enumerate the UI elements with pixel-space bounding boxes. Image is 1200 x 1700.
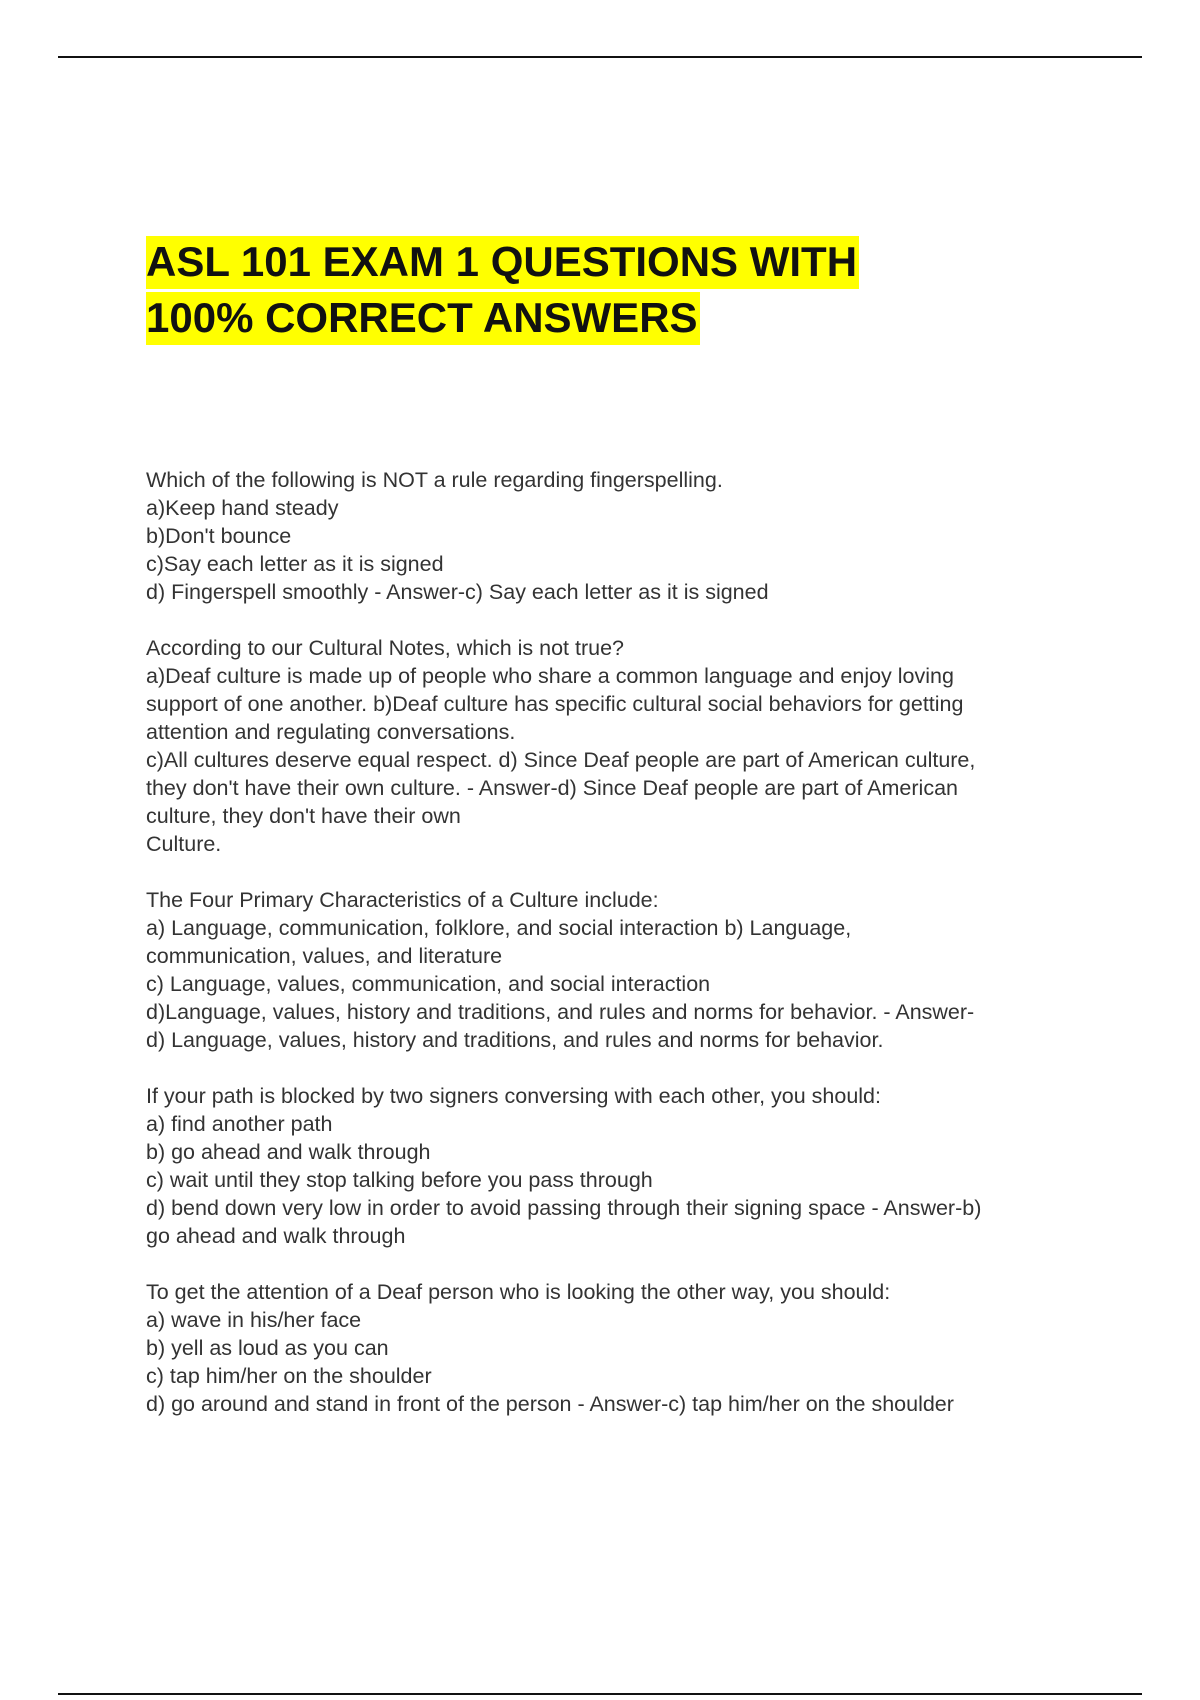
question-block-culture-characteristics [146, 886, 1096, 1054]
question-block-getting-attention [146, 1278, 1096, 1418]
question-list [146, 466, 1096, 1446]
answer-option: b) go ahead and walk through [146, 1140, 431, 1164]
document-title-line-1: ASL 101 EXAM 1 QUESTIONS WITH [146, 236, 859, 289]
answer-option: a) find another path [146, 1112, 333, 1136]
question-text: If your path is blocked by two signers conversing with each other, you should: [146, 1084, 881, 1108]
question-text: Which of the following is NOT a rule regarding fingerspelling. [146, 468, 723, 492]
answer-option: a)Deaf culture is made up of people who share a common language and enjoy loving [146, 664, 954, 688]
question-text: To get the attention of a Deaf person who is looking the other way, you should: [146, 1280, 891, 1304]
answer-option: c) tap him/her on the shoulder [146, 1364, 432, 1388]
answer-option-with-answer: d)Language, values, history and traditions, and rules and norms for behavior. - Answer- [146, 1000, 975, 1024]
answer-text: culture, they don't have their own [146, 804, 461, 828]
answer-option: a)Keep hand steady [146, 496, 339, 520]
answer-option: c) wait until they stop talking before you pass through [146, 1168, 653, 1192]
answer-option-with-answer: they don't have their own culture. - Answer-d) Since Deaf people are part of American [146, 776, 958, 800]
answer-option-with-answer: d) go around and stand in front of the person - Answer-c) tap him/her on the shoulder [146, 1392, 954, 1416]
question-block-fingerspelling [146, 466, 1096, 606]
question-block-blocked-path [146, 1082, 1096, 1250]
answer-option: b) yell as loud as you can [146, 1336, 389, 1360]
answer-option: a) wave in his/her face [146, 1308, 362, 1332]
question-text: According to our Cultural Notes, which is not true? [146, 636, 625, 660]
question-block-cultural-notes [146, 634, 1096, 858]
answer-text: d) Language, values, history and traditions, and rules and norms for behavior. [146, 1028, 884, 1052]
answer-option: c)All cultures deserve equal respect. d) Since Deaf people are part of American culture, [146, 748, 976, 772]
answer-option: support of one another. b)Deaf culture has specific cultural social behaviors for getting [146, 692, 964, 716]
answer-option: c)Say each letter as it is signed [146, 552, 444, 576]
answer-option: c) Language, values, communication, and social interaction [146, 972, 711, 996]
answer-option-with-answer: d) bend down very low in order to avoid passing through their signing space - Answer-b) [146, 1196, 982, 1220]
answer-option: attention and regulating conversations. [146, 720, 516, 744]
answer-text: go ahead and walk through [146, 1224, 406, 1248]
document-title [146, 234, 1046, 346]
bottom-divider-line [58, 1693, 1142, 1695]
answer-text: Culture. [146, 832, 222, 856]
answer-option: communication, values, and literature [146, 944, 503, 968]
question-text: The Four Primary Characteristics of a Culture include: [146, 888, 659, 912]
answer-option: a) Language, communication, folklore, and social interaction b) Language, [146, 916, 852, 940]
answer-option: b)Don't bounce [146, 524, 292, 548]
top-divider-line [58, 56, 1142, 58]
answer-option-with-answer: d) Fingerspell smoothly - Answer-c) Say each letter as it is signed [146, 580, 769, 604]
document-title-line-2: 100% CORRECT ANSWERS [146, 292, 700, 345]
